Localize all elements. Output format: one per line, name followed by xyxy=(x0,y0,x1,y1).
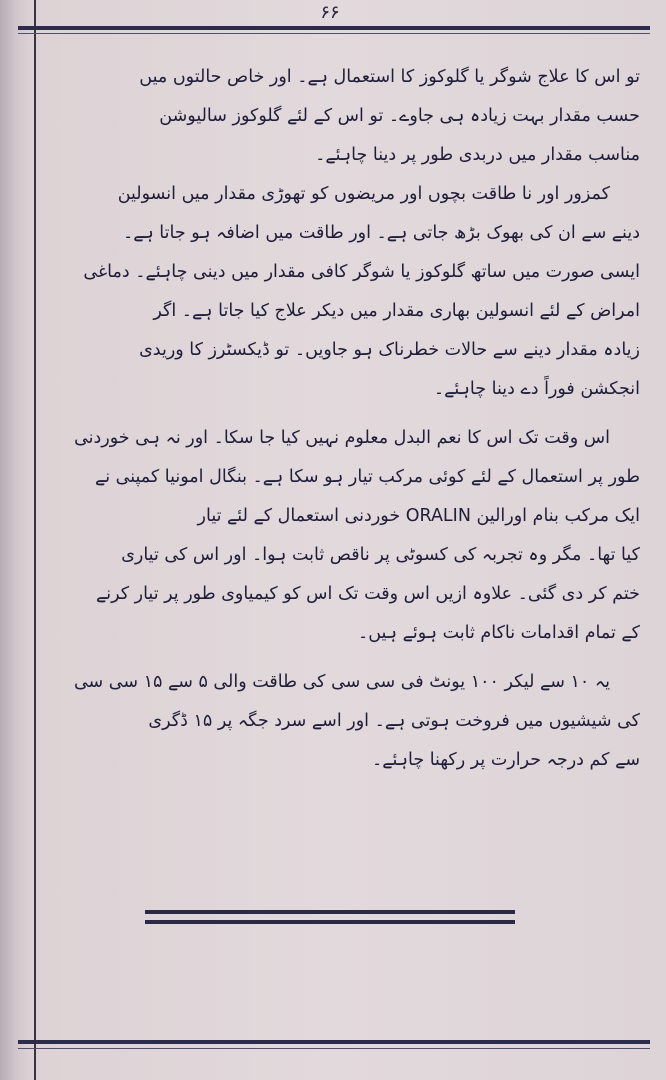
text-line: زیادہ مقدار دینے سے حالات خطرناک ہو جاویں۔ تو ڈیکسٹرز کا وریدی xyxy=(139,340,640,360)
text-line: طور پر استعمال کے لئے کوئی مرکب تیار ہو سکا ہے۔ بنگال امونیا کمپنی نے xyxy=(94,467,640,487)
text-line: کی شیشیوں میں فروخت ہوتی ہے۔ اور اسے سرد جگہ پر ۱۵ ڈگری xyxy=(148,711,640,731)
text-line: ختم کر دی گئی۔ علاوہ ازیں اس وقت تک اس کو کیمیاوی طور پر تیار کرنے xyxy=(95,584,640,604)
section-end-rule xyxy=(145,910,515,914)
text-line: دینے سے ان کی بھوک بڑھ جاتی ہے۔ اور طاقت میں اضافہ ہو جاتا ہے۔ xyxy=(122,223,640,243)
header-rule xyxy=(18,26,650,30)
footer-rule xyxy=(18,1040,650,1044)
text-line: امراض کے لئے انسولین بھاری مقدار میں دیکر علاج کیا جاتا ہے۔ اگر xyxy=(153,301,640,321)
text-line: اس وقت تک اس کا نعم البدل معلوم نہیں کیا جا سکا۔ اور نہ ہی خوردنی xyxy=(74,428,610,448)
header-rule-thin xyxy=(18,33,650,34)
text-line: یہ ۱۰ سے لیکر ۱۰۰ یونٹ فی سی سی کی طاقت والی ۵ سے ۱۵ سی سی xyxy=(73,672,610,692)
text-line: ایک مرکب بنام اورالین ORALIN خوردنی استعمال کے لئے تیار xyxy=(197,506,640,526)
footer-rule-thin xyxy=(18,1048,650,1049)
text-line: مناسب مقدار میں دربدی طور پر دینا چاہئے۔ xyxy=(315,145,640,165)
text-line: تو اس کا علاج شوگر یا گلوکوز کا استعمال ہے۔ اور خاص حالتوں میں xyxy=(139,67,640,87)
text-line: سے کم درجہ حرارت پر رکھنا چاہئے۔ xyxy=(371,750,640,770)
text-line: کمزور اور نا طاقت بچوں اور مریضوں کو تھوڑی مقدار میں انسولین xyxy=(117,184,610,204)
text-line: کیا تھا۔ مگر وہ تجربہ کی کسوٹی پر ناقص ثابت ہوا۔ اور اس کی تیاری xyxy=(121,545,640,565)
text-line: کے تمام اقدامات ناکام ثابت ہوئے ہیں۔ xyxy=(357,623,640,643)
text-line: حسب مقدار بہت زیادہ ہی جاوے۔ تو اس کے لئے گلوکوز سالیوشن xyxy=(159,106,640,126)
text-line: ایسی صورت میں ساتھ گلوکوز یا شوگر کافی مقدار میں دینی چاہئے۔ دماغی xyxy=(83,262,640,282)
section-end-rule xyxy=(145,920,515,924)
page-number: ۶۶ xyxy=(320,2,340,23)
text-line: انجکشن فوراً دے دینا چاہئے۔ xyxy=(433,379,640,399)
paragraph-gap xyxy=(28,409,640,419)
paragraph-gap xyxy=(28,653,640,663)
body-text xyxy=(28,58,640,780)
